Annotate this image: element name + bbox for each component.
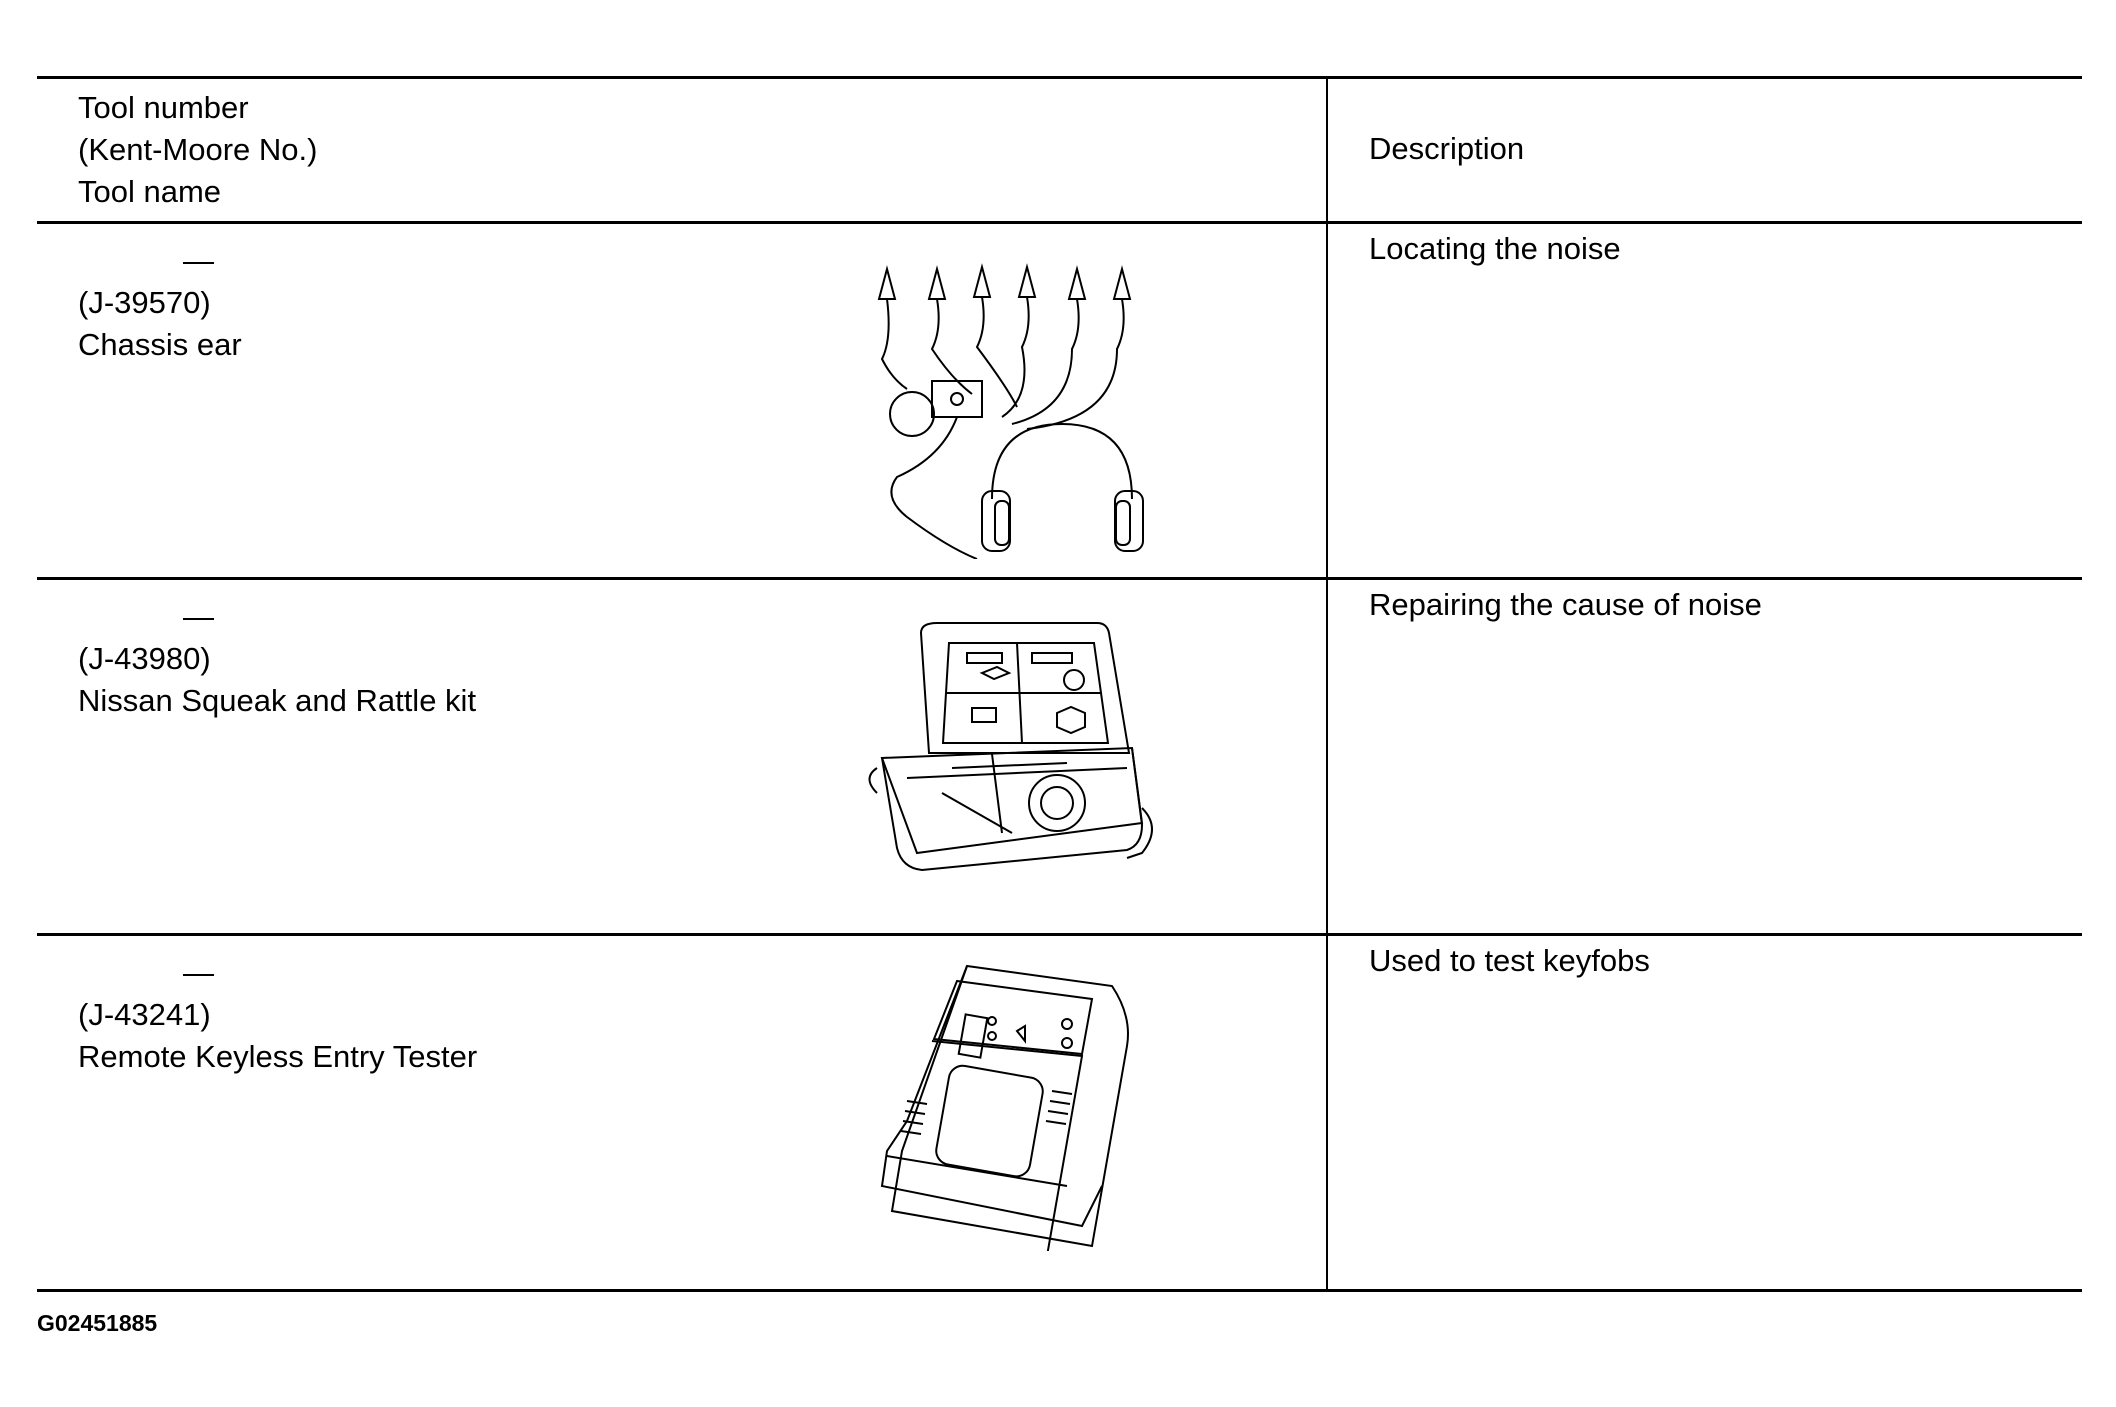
header-description-cell	[1327, 78, 2082, 223]
tool-name: Nissan Squeak and Rattle kit	[78, 683, 477, 718]
tool-description: Used to test keyfobs	[1369, 943, 1650, 978]
tool-cell	[37, 935, 1327, 1291]
table-row	[37, 935, 2082, 1291]
header-tool-cell	[37, 78, 1327, 223]
clip-icon	[879, 267, 1130, 299]
figure-code: G02451885	[37, 1310, 158, 1336]
tool-cell	[37, 579, 1327, 935]
description-cell	[1327, 935, 2082, 1291]
table-header-row	[37, 78, 2082, 223]
description-cell	[1327, 579, 2082, 935]
tool-number: —	[183, 599, 214, 634]
keyless-entry-tester-illustration	[867, 961, 1187, 1251]
tool-name: Chassis ear	[78, 327, 242, 362]
header-description: Description	[1369, 131, 1525, 166]
squeak-rattle-kit-illustration	[852, 618, 1182, 918]
tool-description: Locating the noise	[1369, 231, 1621, 266]
header-kent-moore: (Kent-Moore No.)	[78, 132, 318, 167]
tool-table	[37, 76, 2082, 1292]
kent-moore-number: (J-43980)	[78, 641, 211, 676]
tool-table-container	[37, 76, 2082, 1292]
header-tool-number: Tool number	[78, 90, 249, 125]
chassis-ear-illustration	[857, 259, 1177, 559]
tool-name: Remote Keyless Entry Tester	[78, 1039, 478, 1074]
description-cell	[1327, 223, 2082, 579]
kent-moore-number: (J-39570)	[78, 285, 211, 320]
tool-number: —	[183, 955, 214, 990]
table-row	[37, 579, 2082, 935]
tool-description: Repairing the cause of noise	[1369, 587, 1762, 622]
tool-number: —	[183, 243, 214, 278]
header-tool-name: Tool name	[78, 174, 222, 209]
tool-cell	[37, 223, 1327, 579]
kent-moore-number: (J-43241)	[78, 997, 211, 1032]
table-row	[37, 223, 2082, 579]
